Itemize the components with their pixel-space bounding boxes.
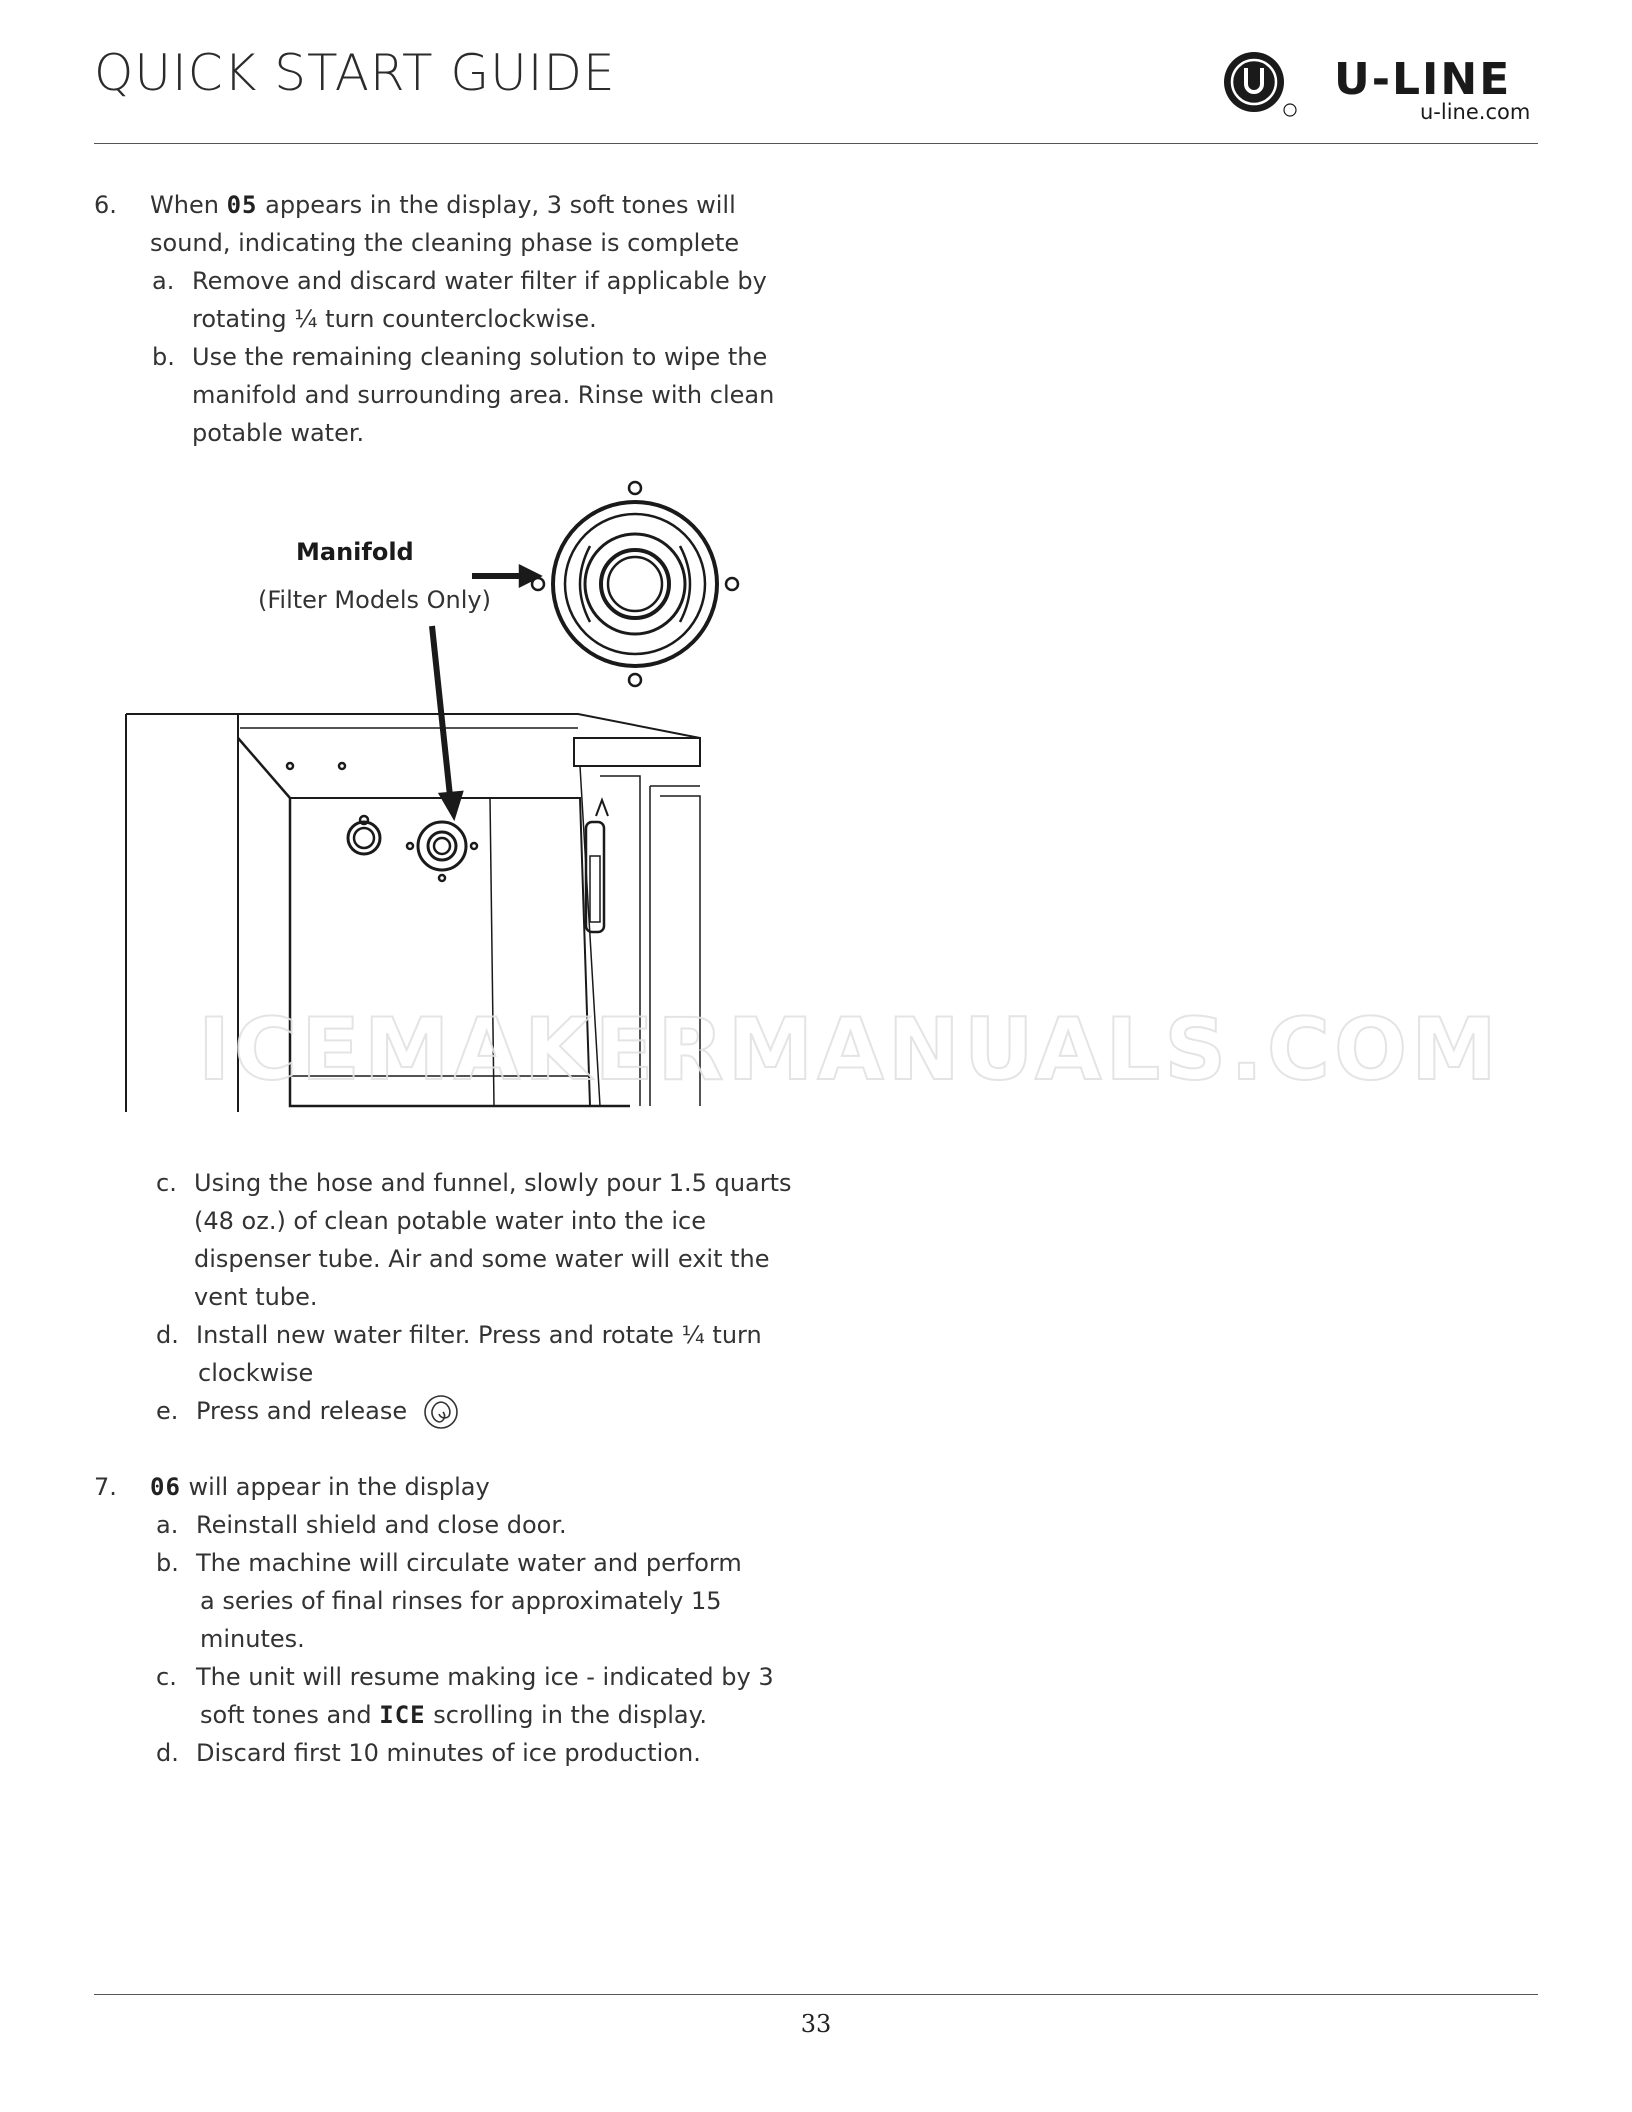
step-6b-line-1: Use the remaining cleaning solution to wipe the	[192, 343, 768, 371]
clean-cycle-icon	[423, 1394, 459, 1430]
brand-url: u-line.com	[1420, 100, 1531, 124]
step-6e-text: Press and release	[196, 1397, 408, 1425]
step-6c-line-1: Using the hose and funnel, slowly pour 1.5 quarts	[194, 1169, 792, 1197]
step-6a-line-2: rotating ¼ turn counterclockwise.	[192, 305, 597, 333]
display-code-05: 05	[226, 191, 258, 219]
page-number: 33	[800, 2010, 832, 2038]
step-6a-marker: a.	[152, 267, 175, 295]
page-title: QUICK START GUIDE	[94, 44, 616, 102]
step-6a-line-1: Remove and discard water filter if applicable by	[192, 267, 767, 295]
step-6c-line-3: dispenser tube. Air and some water will exit the	[194, 1245, 770, 1273]
step-7c-text: scrolling in the display.	[433, 1701, 707, 1729]
step-6b-line-2: manifold and surrounding area. Rinse with clean	[192, 381, 775, 409]
step-7-text: will appear in the display	[188, 1473, 490, 1501]
step-7c-marker: c.	[156, 1663, 177, 1691]
step-7b-line-3: minutes.	[200, 1625, 305, 1653]
display-code-06: 06	[150, 1473, 181, 1501]
step-7b-marker: b.	[156, 1549, 179, 1577]
step-7a-line-1: Reinstall shield and close door.	[196, 1511, 567, 1539]
step-7c-line-2	[200, 1696, 707, 1734]
step-6-text: When	[150, 191, 219, 219]
step-7-number: 7.	[94, 1473, 117, 1501]
step-7a-marker: a.	[156, 1511, 179, 1539]
step-7b-line-1: The machine will circulate water and perform	[196, 1549, 742, 1577]
step-6-number: 6.	[94, 191, 117, 219]
step-7-line-1	[150, 1468, 490, 1506]
step-6e-marker: e.	[156, 1397, 179, 1425]
step-6-line-2: sound, indicating the cleaning phase is complete	[150, 229, 740, 257]
step-6c-marker: c.	[156, 1169, 177, 1197]
step-7d-marker: d.	[156, 1739, 179, 1767]
step-7c-text: soft tones and	[200, 1701, 372, 1729]
display-code-ice: ICE	[379, 1701, 426, 1729]
step-6c-line-4: vent tube.	[194, 1283, 318, 1311]
watermark: ICEMAKERMANUALS.COM	[198, 1000, 1501, 1100]
brand-name: U-LINE	[1334, 54, 1512, 105]
step-6d-line-1: Install new water filter. Press and rotate ¼ turn	[196, 1321, 762, 1349]
step-6c-line-2: (48 oz.) of clean potable water into the ice	[194, 1207, 706, 1235]
footer-divider	[94, 1994, 1538, 1995]
step-6-text: appears in the display, 3 soft tones will	[265, 191, 736, 219]
step-7c-line-1: The unit will resume making ice - indicated by 3	[196, 1663, 774, 1691]
manifold-detail	[532, 482, 738, 686]
step-6e-line-1	[196, 1392, 459, 1430]
step-7d-line-1: Discard first 10 minutes of ice production.	[196, 1739, 701, 1767]
step-6d-line-2: clockwise	[198, 1359, 314, 1387]
manifold-sublabel: (Filter Models Only)	[258, 586, 491, 614]
step-6b-marker: b.	[152, 343, 175, 371]
header-divider	[94, 143, 1538, 144]
step-6b-line-3: potable water.	[192, 419, 365, 447]
manifold-label: Manifold	[296, 538, 414, 566]
step-6d-marker: d.	[156, 1321, 179, 1349]
step-7b-line-2: a series of final rinses for approximately 15	[200, 1587, 722, 1615]
step-6-line-1	[150, 186, 736, 224]
